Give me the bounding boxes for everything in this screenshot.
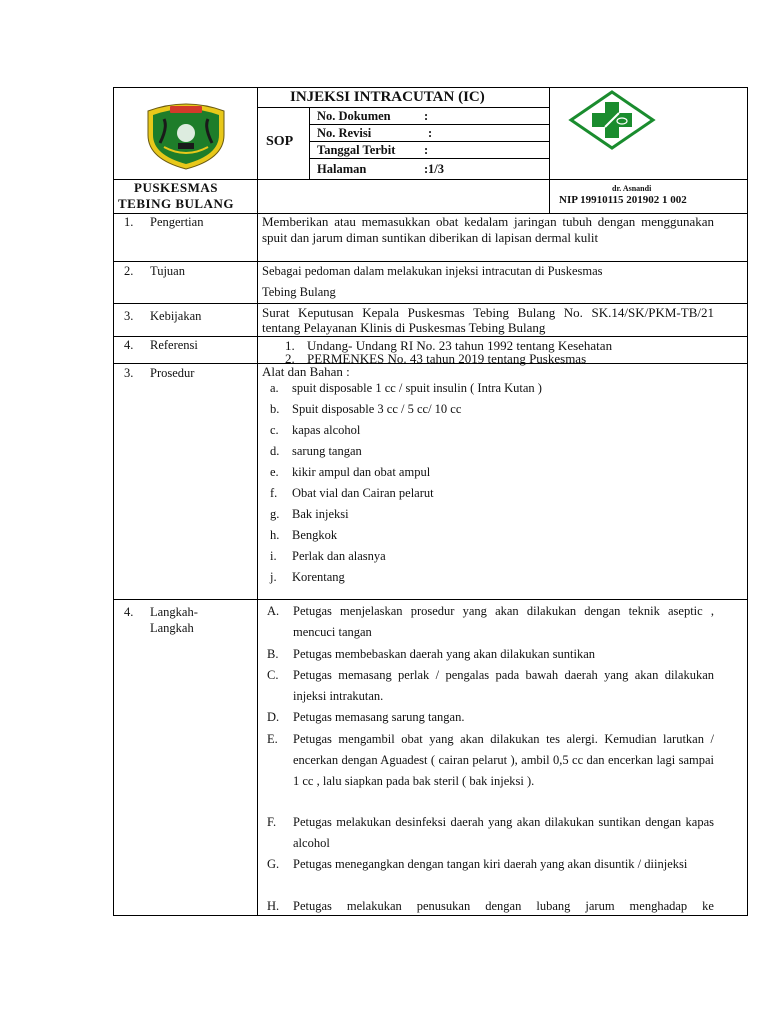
org-name-line2: TEBING BULANG: [118, 196, 234, 211]
row-kebijakan-label: Kebijakan: [150, 309, 202, 323]
tool-item-text: Korentang: [292, 570, 345, 584]
row-pengertian-number: 1.: [124, 215, 134, 229]
row-tujuan-text-line2: Tebing Bulang: [262, 285, 336, 299]
tool-item-marker: h.: [270, 528, 280, 542]
tool-item-text: kikir ampul dan obat ampul: [292, 465, 431, 479]
row-tujuan-number: 2.: [124, 264, 134, 278]
field-no-dokumen-sep: :: [424, 109, 429, 123]
field-halaman-sep: :: [424, 162, 429, 176]
row-langkah-label-line2: Langkah: [150, 621, 194, 635]
step-marker: C.: [267, 668, 279, 682]
field-halaman-label: Halaman: [317, 162, 367, 176]
field-halaman-value: 1/3: [428, 162, 444, 176]
step-marker: D.: [267, 710, 280, 724]
row-pengertian-label: Pengertian: [150, 215, 204, 229]
step-item: [267, 812, 714, 854]
step-item: [267, 896, 714, 915]
row-prosedur-label: Prosedur: [150, 366, 195, 380]
step-marker: H.: [267, 899, 280, 913]
field-no-revisi-label: No. Revisi: [317, 126, 372, 140]
step-item: [267, 601, 714, 643]
tool-item-text: spuit disposable 1 cc / spuit insulin ( Intra Kutan ): [292, 381, 542, 395]
step-marker: B.: [267, 647, 279, 661]
tool-item-text: Perlak dan alasnya: [292, 549, 386, 563]
referensi-item-text: PERMENKES No. 43 tahun 2019 tentang Puskesmas: [307, 351, 587, 366]
field-no-dokumen-label: No. Dokumen: [317, 109, 391, 123]
step-item: [267, 729, 714, 792]
sop-label: SOP: [266, 134, 294, 149]
row-referensi-label: Referensi: [150, 338, 198, 352]
row-pengertian-text: Memberikan atau memasukkan obat kedalam jaringan tubuh dengan menggunakan spuit dan jarum diman suntikan diberikan di lapisan dermal kulit: [262, 214, 714, 245]
tool-item-text: Spuit disposable 3 cc / 5 cc/ 10 cc: [292, 402, 462, 416]
row-kebijakan-text: Surat Keputusan Kepala Puskesmas Tebing Bulang No. SK.14/SK/PKM-TB/21 tentang Pelayanan Klinis di Puskesmas Tebing Bulang: [262, 305, 714, 335]
tool-item-text: Bengkok: [292, 528, 338, 542]
row-langkah-number: 4.: [124, 605, 134, 619]
tool-item-marker: a.: [270, 381, 279, 395]
step-text: Petugas menjelaskan prosedur yang akan dilakukan dengan teknik aseptic , mencuci tangan: [293, 604, 714, 639]
step-text: Petugas melakukan desinfeksi daerah yang akan dilakukan suntikan dengan kapas alcohol: [293, 815, 714, 850]
row-tujuan-label: Tujuan: [150, 264, 185, 278]
field-tanggal-terbit-label: Tanggal Terbit: [317, 143, 396, 157]
tool-item-marker: d.: [270, 444, 280, 458]
tool-item-marker: j.: [270, 570, 277, 584]
row-langkah-label-line1: Langkah-: [150, 605, 198, 619]
tool-item-marker: i.: [270, 549, 277, 563]
step-text: Petugas memasang perlak / pengalas pada bawah daerah yang akan dilakukan injeksi intrakutan.: [293, 668, 714, 703]
step-marker: F.: [267, 815, 277, 829]
regional-emblem-logo: [140, 97, 232, 171]
tool-item-marker: g.: [270, 507, 280, 521]
step-item: [267, 707, 714, 728]
step-marker: A.: [267, 604, 280, 618]
referensi-item-marker: 2.: [285, 351, 295, 366]
puskesmas-cross-logo: [567, 90, 657, 150]
tool-item-marker: e.: [270, 465, 279, 479]
tool-item-text: Bak injeksi: [292, 507, 349, 521]
row-tujuan-text-line1: Sebagai pedoman dalam melakukan injeksi intracutan di Puskesmas: [262, 264, 603, 278]
field-tanggal-terbit-sep: :: [424, 143, 429, 157]
signer-name: dr. Asnandi: [612, 184, 652, 193]
tool-item-marker: c.: [270, 423, 279, 437]
step-item: [267, 665, 714, 707]
step-text: Petugas memasang sarung tangan.: [293, 710, 465, 724]
step-text: Petugas melakukan penusukan dengan lubang jarum menghadap ke: [293, 899, 714, 913]
signer-nip: NIP 19910115 201902 1 002: [559, 194, 687, 206]
row-prosedur-number: 3.: [124, 366, 134, 380]
tool-item-text: kapas alcohol: [292, 423, 361, 437]
tool-item-text: sarung tangan: [292, 444, 362, 458]
step-marker: G.: [267, 857, 280, 871]
referensi-item-text: Undang- Undang RI No. 23 tahun 1992 tentang Kesehatan: [307, 338, 613, 353]
field-no-revisi-sep: :: [428, 126, 433, 140]
referensi-item-marker: 1.: [285, 338, 295, 353]
document-title: INJEKSI INTRACUTAN (IC): [290, 89, 485, 105]
tool-item-text: Obat vial dan Cairan pelarut: [292, 486, 434, 500]
step-item: [267, 854, 714, 875]
row-kebijakan-number: 3.: [124, 309, 134, 323]
step-text: Petugas mengambil obat yang akan dilakukan tes alergi. Kemudian larutkan / encerkan dengan Aguadest ( cairan pelarut ), ambil 0,5 cc dan encerkan lagi sampai 1 cc , lalu siapkan pada bak steril ( bak injeksi ).: [293, 732, 714, 788]
step-marker: E.: [267, 732, 278, 746]
step-text: Petugas menegangkan dengan tangan kiri daerah yang akan disuntik / diinjeksi: [293, 857, 688, 871]
step-text: Petugas membebaskan daerah yang akan dilakukan suntikan: [293, 647, 595, 661]
tool-item-marker: b.: [270, 402, 280, 416]
org-name-line1: PUSKESMAS: [134, 180, 218, 195]
prosedur-intro: Alat dan Bahan :: [262, 364, 350, 379]
tool-item-marker: f.: [270, 486, 278, 500]
step-item: [267, 644, 714, 665]
row-referensi-number: 4.: [124, 338, 134, 352]
